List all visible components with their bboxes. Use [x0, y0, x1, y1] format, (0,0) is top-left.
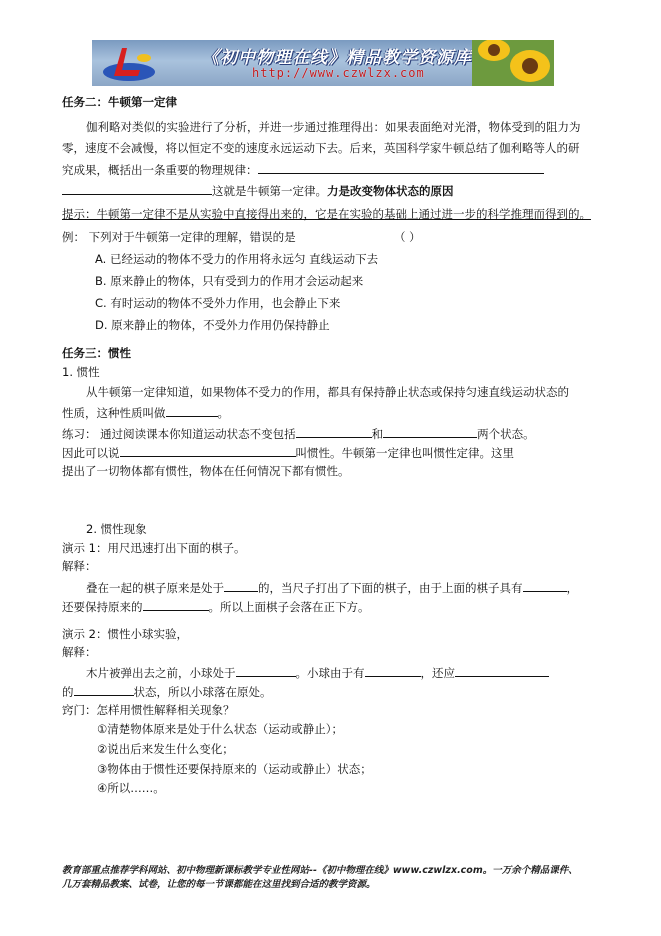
exercise-text-c: 两个状态。 [477, 427, 535, 441]
demo1-text-c: ， [566, 581, 578, 595]
demo2-blank-3[interactable] [455, 664, 549, 677]
law-blank-2[interactable] [62, 182, 212, 195]
demo2-title: 演示 2：惯性小球实验， [62, 627, 188, 641]
banner-url[interactable]: http://www.czwlzx.com [252, 66, 425, 80]
exercise-text-b: 和 [371, 427, 384, 441]
option-b: B. 原来静止的物体，只有受到力的作用才会运动起来 [95, 274, 364, 288]
header-banner [92, 40, 554, 86]
tip-item-3: ③物体由于惯性还要保持原来的（运动或静止）状态； [97, 762, 372, 776]
demo1-blank-1[interactable] [224, 579, 258, 592]
sunflower-icon [472, 40, 554, 86]
logo-icon [100, 42, 158, 84]
task2-paragraph-line4 [62, 182, 454, 199]
inertia-subheading: 1. 惯性 [62, 365, 100, 379]
inertia-summary-line: 提出了一切物体都有惯性，物体在任何情况下都有惯性。 [62, 464, 350, 478]
demo2-text-e: 状态，所以小球落在原处。 [133, 685, 272, 699]
task2-heading: 任务二：牛顿第一定律 [62, 95, 177, 109]
exercise-blank-2[interactable] [383, 425, 477, 438]
demo1-line2 [62, 598, 370, 615]
inertia-phenomena-subheading: 2. 惯性现象 [86, 522, 147, 536]
tip-item-1: ①清楚物体原来是处于什么状态（运动或静止）； [97, 722, 344, 736]
task2-line3-text: 究成果，概括出一条重要的物理规律： [62, 163, 258, 177]
demo2-blank-1[interactable] [236, 664, 296, 677]
demo1-text-b: 的，当尺子打出了下面的棋子，由于上面的棋子具有 [258, 581, 523, 595]
tip-heading: 窍门：怎样用惯性解释相关现象？ [62, 703, 235, 717]
inertia-line2-end: 。 [217, 406, 229, 420]
demo1-blank-3[interactable] [143, 598, 209, 611]
demo1-explain-label: 解释： [62, 559, 97, 573]
law-blank-1[interactable] [258, 161, 544, 174]
footer-line2: 几万套精品教案、试卷，让您的每一节课都能在这里找到合适的教学资源。 [62, 879, 376, 890]
demo2-text-d: 的 [62, 685, 74, 699]
demo1-text-a: 叠在一起的棋子原来是处于 [86, 581, 224, 595]
task2-paragraph-line3 [62, 161, 544, 178]
exercise-blank-1[interactable] [296, 425, 372, 438]
demo1-text-d: 还要保持原来的 [62, 600, 143, 614]
inertia-paragraph-line1: 从牛顿第一定律知道，如果物体不受力的作用，都具有保持静止状态或保持匀速直线运动状态的 [86, 385, 569, 399]
tip-item-2: ②说出后来发生什么变化； [97, 742, 234, 756]
task2-line4-bold: 力是改变物体状态的原因 [327, 184, 454, 198]
tip-item-4: ④所以……。 [97, 781, 165, 795]
demo1-line1 [86, 579, 578, 596]
inertia-definition-line [62, 444, 514, 461]
example-stem: 例： 下列对于牛顿第一定律的理解，错误的是 [62, 230, 296, 244]
task2-line4-text: 这就是牛顿第一定律。 [212, 184, 327, 198]
demo1-title: 演示 1：用尺迅速打出下面的棋子。 [62, 541, 246, 555]
option-c: C. 有时运动的物体不受外力作用，也会静止下来 [95, 296, 341, 310]
banner-title: 《初中物理在线》精品教学资源库 [202, 48, 472, 68]
definition-text-a: 因此可以说 [62, 446, 120, 460]
task2-paragraph-line1: 伽利略对类似的实验进行了分析，并进一步通过推理得出：如果表面绝对光滑，物体受到的阻力为 [86, 120, 581, 134]
demo2-line2 [62, 683, 272, 700]
footer-line1: 教育部重点推荐学科网站、初中物理新课标教学专业性网站--《初中物理在线》www.czwlzx.com。一万余个精品课件、 [62, 865, 578, 876]
inertia-blank[interactable] [166, 404, 218, 417]
exercise-text-a: 练习： 通过阅读课本你知道运动状态不变包括 [62, 427, 296, 441]
inertia-line2-text: 性质，这种性质叫做 [62, 406, 166, 420]
definition-blank[interactable] [120, 444, 296, 457]
task2-paragraph-line2: 零，速度不会减慢，将以恒定不变的速度永远运动下去。后来，英国科学家牛顿总结了伽利略等人的研 [62, 141, 580, 155]
inertia-paragraph-line2 [62, 404, 229, 421]
demo2-text-a: 木片被弹出去之前，小球处于 [86, 666, 236, 680]
task2-hint: 提示：牛顿第一定律不是从实验中直接得出来的，它是在实验的基础上通过进一步的科学推理而得到的。 [62, 207, 591, 221]
definition-text-b: 叫惯性。牛顿第一定律也叫惯性定律。这里 [295, 446, 514, 460]
task3-heading: 任务三：惯性 [62, 346, 131, 360]
page-footer [62, 864, 622, 892]
exercise-line [62, 425, 535, 442]
demo2-blank-4[interactable] [74, 683, 134, 696]
demo2-text-c: ，还应 [420, 666, 455, 680]
demo1-text-e: 。所以上面棋子会落在正下方。 [208, 600, 370, 614]
demo2-explain-label: 解释： [62, 645, 97, 659]
example-answer-paren[interactable]: （ ） [394, 230, 421, 244]
demo2-blank-2[interactable] [365, 664, 421, 677]
option-d: D. 原来静止的物体，不受外力作用仍保持静止 [95, 318, 330, 332]
option-a: A. 已经运动的物体不受力的作用将永远匀 直线运动下去 [95, 252, 379, 266]
demo1-blank-2[interactable] [523, 579, 567, 592]
demo2-line1 [86, 664, 549, 681]
demo2-text-b: 。小球由于有 [295, 666, 365, 680]
